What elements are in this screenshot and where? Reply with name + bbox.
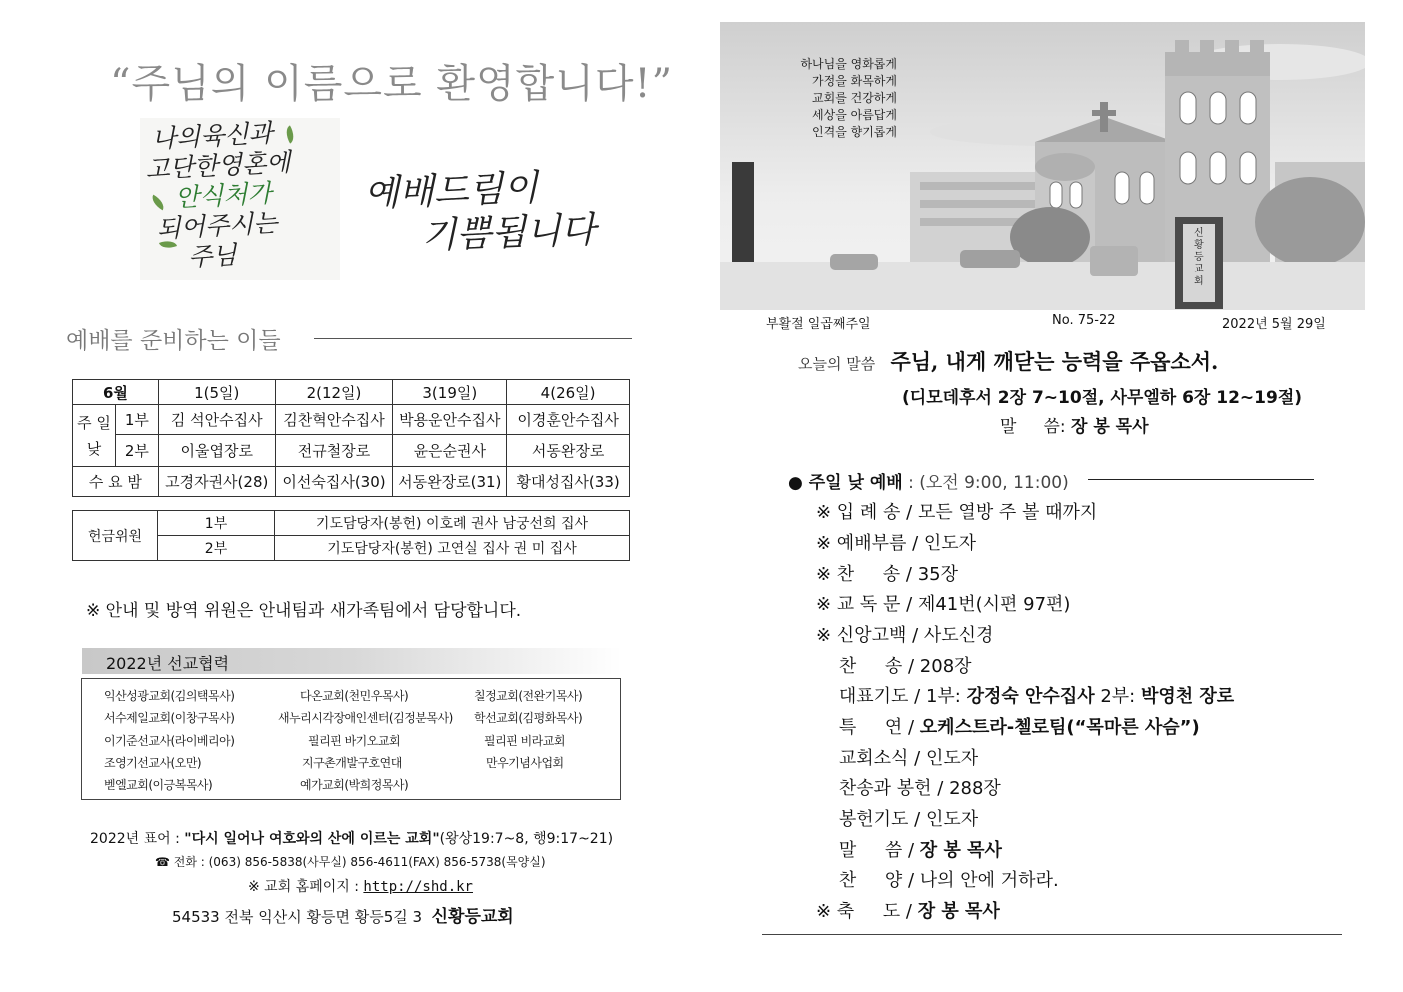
- list-item: ※ 신앙고백 / 사도신경: [816, 625, 994, 646]
- offering-table: [72, 510, 630, 561]
- mission-list: [81, 678, 621, 800]
- table-header: 1(5일): [158, 380, 275, 405]
- table-cell: 기도담당자(봉헌) 이호례 권사 남궁선희 집사: [275, 511, 630, 536]
- list-item: 조영기선교사(오만): [104, 756, 202, 770]
- mission-header: 2022년 선교협력: [82, 648, 622, 674]
- list-item: 필리핀 비라교회: [484, 734, 565, 748]
- row-label: 1부: [115, 405, 158, 435]
- divider: [762, 934, 1342, 935]
- calligraphy-text-1: 나의육신과 고단한영혼에 안식처가 되어주시는 주님: [144, 118, 292, 272]
- church-photo: [720, 22, 1365, 310]
- list-item: 필리핀 바기오교회: [308, 734, 401, 748]
- list-item: 찬 송 / 208장: [816, 656, 972, 677]
- list-item: 특 연 / 오케스트라-첼로팀(“목마른 사슴”): [816, 717, 1200, 738]
- list-item: ※ 입 례 송 / 모든 열방 주 볼 때까지: [816, 502, 1098, 523]
- list-item: 이기준선교사(라이베리아): [104, 734, 235, 748]
- section-title: 예배를 준비하는 이들: [66, 328, 281, 354]
- row-label: 2부: [115, 435, 158, 467]
- list-item: 칠정교회(전완기목사): [474, 689, 583, 703]
- list-item: ※ 찬 송 / 35장: [816, 564, 959, 585]
- list-item: 말 씀 / 장 봉 목사: [816, 840, 1002, 861]
- table-cell: 박용운안수집사: [393, 405, 507, 435]
- table-cell: 서동완장로: [507, 435, 630, 467]
- row-label: 1부: [158, 511, 275, 536]
- table-cell: 전규철장로: [275, 435, 393, 467]
- table-cell: 황대성집사(33): [507, 467, 630, 497]
- liturgical-season: 부활절 일곱째주일: [766, 317, 871, 332]
- list-item: 예가교회(박희정목사): [300, 778, 409, 792]
- table-header: 2(12일): [275, 380, 393, 405]
- table-cell: 김 석안수집사: [158, 405, 275, 435]
- row-label: 수 요 밤: [73, 467, 159, 497]
- divider: [1088, 479, 1314, 480]
- table-cell: 이선숙집사(30): [275, 467, 393, 497]
- table-header: 6월: [73, 380, 159, 405]
- row-label: 주 일 낮: [73, 405, 116, 467]
- homepage-line: ※ 교회 홈페이지 : http://shd.kr: [248, 879, 473, 895]
- list-item: 지구촌개발구호연대: [302, 756, 402, 770]
- list-item: 벧엘교회(이긍복목사): [104, 778, 213, 792]
- motto-line: 2022년 표어 : "다시 일어나 여호와의 산에 이르는 교회"(왕상19:7~8, 행9:17~21): [90, 831, 614, 847]
- list-item: 교회소식 / 인도자: [816, 748, 979, 769]
- bulletin-date: 2022년 5월 29일: [1222, 317, 1326, 332]
- list-item: 익산성광교회(김의택목사): [104, 689, 235, 703]
- schedule-table: [72, 379, 630, 497]
- table-cell: 이경훈안수집사: [507, 405, 630, 435]
- list-item: 다온교회(천민우목사): [300, 689, 409, 703]
- list-item: 학선교회(김평화목사): [474, 711, 583, 725]
- issue-number: No. 75-22: [1052, 313, 1116, 328]
- table-cell: 윤은순권사: [393, 435, 507, 467]
- calligraphy-text-2: 예배드림이 기쁨됩니다: [363, 167, 597, 257]
- sermon-title-line: 오늘의 말씀 주님, 내게 깨닫는 능력을 주옵소서.: [798, 349, 1219, 374]
- address-line: 54533 전북 익산시 황등면 황등5길 3 신황등교회: [172, 907, 514, 927]
- table-cell: 기도담당자(봉헌) 고연실 집사 권 미 집사: [275, 536, 630, 561]
- row-label: 헌금위원: [73, 511, 158, 561]
- list-item: 새누리시각장애인센터(김정분목사): [278, 711, 453, 725]
- list-item: 찬 양 / 나의 안에 거하라.: [816, 870, 1059, 891]
- homepage-link[interactable]: http://shd.kr: [363, 879, 473, 895]
- row-label: 2부: [158, 536, 275, 561]
- list-item: ※ 교 독 문 / 제41번(시편 97편): [816, 594, 1071, 615]
- table-cell: 고경자권사(28): [158, 467, 275, 497]
- phone-line: ☎ 전화 : (063) 856-5838(사무실) 856-4611(FAX) 856-5738(목양실): [155, 855, 546, 869]
- table-header: 3(19일): [393, 380, 507, 405]
- service-header: ● 주일 낮 예배 : (오전 9:00, 11:00): [788, 473, 1069, 493]
- list-item: ※ 예배부름 / 인도자: [816, 533, 977, 554]
- church-sign: 신황등교회: [1194, 228, 1204, 287]
- list-item: 봉헌기도 / 인도자: [816, 809, 979, 830]
- welcome-heading: “주님의 이름으로 환영합니다!”: [110, 61, 674, 107]
- list-item: 서수제일교회(이창구목사): [104, 711, 235, 725]
- list-item: 만우기념사업회: [486, 756, 564, 770]
- list-item: ※ 축 도 / 장 봉 목사: [816, 901, 1000, 922]
- list-item: 찬송과 봉헌 / 288장: [816, 778, 1001, 799]
- table-header: 4(26일): [507, 380, 630, 405]
- list-item: 대표기도 / 1부: 강정숙 안수집사 2부: 박영천 장로: [816, 686, 1235, 707]
- table-cell: 김찬혁안수집사: [275, 405, 393, 435]
- preacher-line: 말 씀: 장 봉 목사: [1000, 417, 1149, 437]
- table-cell: 이울엽장로: [158, 435, 275, 467]
- photo-caption: 하나님을 영화롭게 가정을 화목하게 교회를 건강하게 세상을 아름답게 인격을 향기롭게: [800, 57, 897, 139]
- table-cell: 서동완장로(31): [393, 467, 507, 497]
- divider: [314, 338, 632, 339]
- scripture-reference: (디모데후서 2장 7~10절, 사무엘하 6장 12~19절): [902, 388, 1303, 408]
- notice-text: ※ 안내 및 방역 위원은 안내팀과 새가족팀에서 담당합니다.: [86, 601, 522, 621]
